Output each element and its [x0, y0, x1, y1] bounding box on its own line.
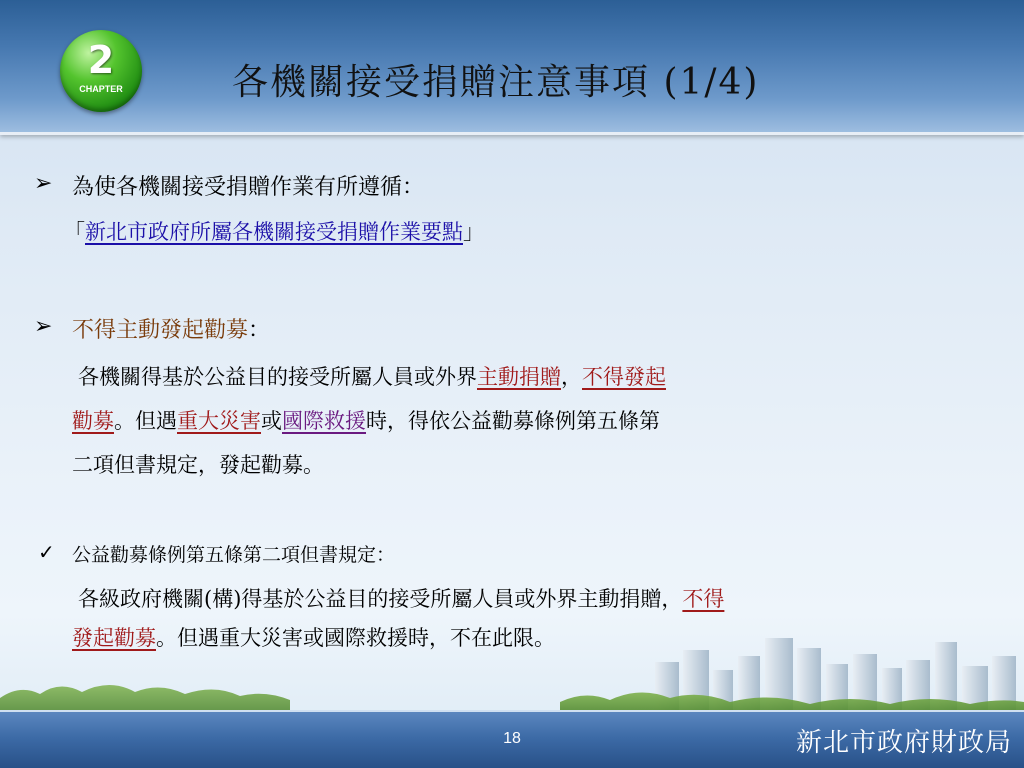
text: 。但遇重大災害或國際救援時，不在此限。 [156, 626, 555, 650]
organization-name: 新北市政府財政局 [795, 728, 1012, 758]
heading-colon: ： [248, 318, 271, 343]
section2-para-line1 [78, 361, 666, 391]
footer-bar [0, 710, 1024, 768]
highlight-text: 不得發起 [582, 365, 666, 389]
highlight-text: 主動捐贈 [477, 365, 561, 389]
text: 或 [261, 409, 282, 433]
highlight-text: 重大災害 [177, 409, 261, 433]
highlight-text: 國際救援 [282, 409, 366, 433]
section2-para-line3: 二項但書規定，發起勸募。 [72, 453, 324, 477]
checkmark-icon: ✓ [38, 540, 55, 564]
highlight-text: 發起勸募 [72, 626, 156, 650]
quote-close: 」 [463, 220, 484, 244]
text: 時，得依公益勸募條例第五條第 [366, 409, 660, 433]
arrow-bullet-icon: ➢ [34, 171, 53, 196]
document-link[interactable]: 新北市政府所屬各機關接受捐贈作業要點 [85, 220, 463, 244]
section1-document [64, 216, 484, 246]
arrow-bullet-icon: ➢ [34, 314, 53, 339]
city-skyline-decoration [0, 620, 1024, 720]
section2-para-line2 [72, 405, 660, 435]
section2-heading-text: 不得主動發起勸募 [72, 318, 249, 343]
chapter-badge-icon [60, 30, 142, 112]
section3-heading: 公益勸募條例第五條第二項但書規定： [72, 544, 396, 566]
section2-heading [72, 313, 270, 344]
quote-open: 「 [64, 220, 85, 244]
text: 各級政府機關(構)得基於公益目的接受所屬人員或外界主動捐贈， [78, 587, 683, 611]
text: 各機關得基於公益目的接受所屬人員或外界 [78, 365, 477, 389]
chapter-label: CHAPTER [79, 84, 123, 94]
text: 。但遇 [114, 409, 177, 433]
text: ， [561, 365, 582, 389]
highlight-text: 不得 [682, 587, 725, 611]
header-bar [0, 0, 1024, 135]
slide-title: 各機關接受捐贈注意事項 (1/4) [232, 62, 760, 103]
highlight-text: 勸募 [72, 409, 114, 433]
page-number: 18 [503, 730, 521, 747]
section1-heading: 為使各機關接受捐贈作業有所遵循： [72, 175, 425, 200]
chapter-number: 2 [87, 38, 115, 82]
section3-para-line1 [78, 583, 724, 613]
